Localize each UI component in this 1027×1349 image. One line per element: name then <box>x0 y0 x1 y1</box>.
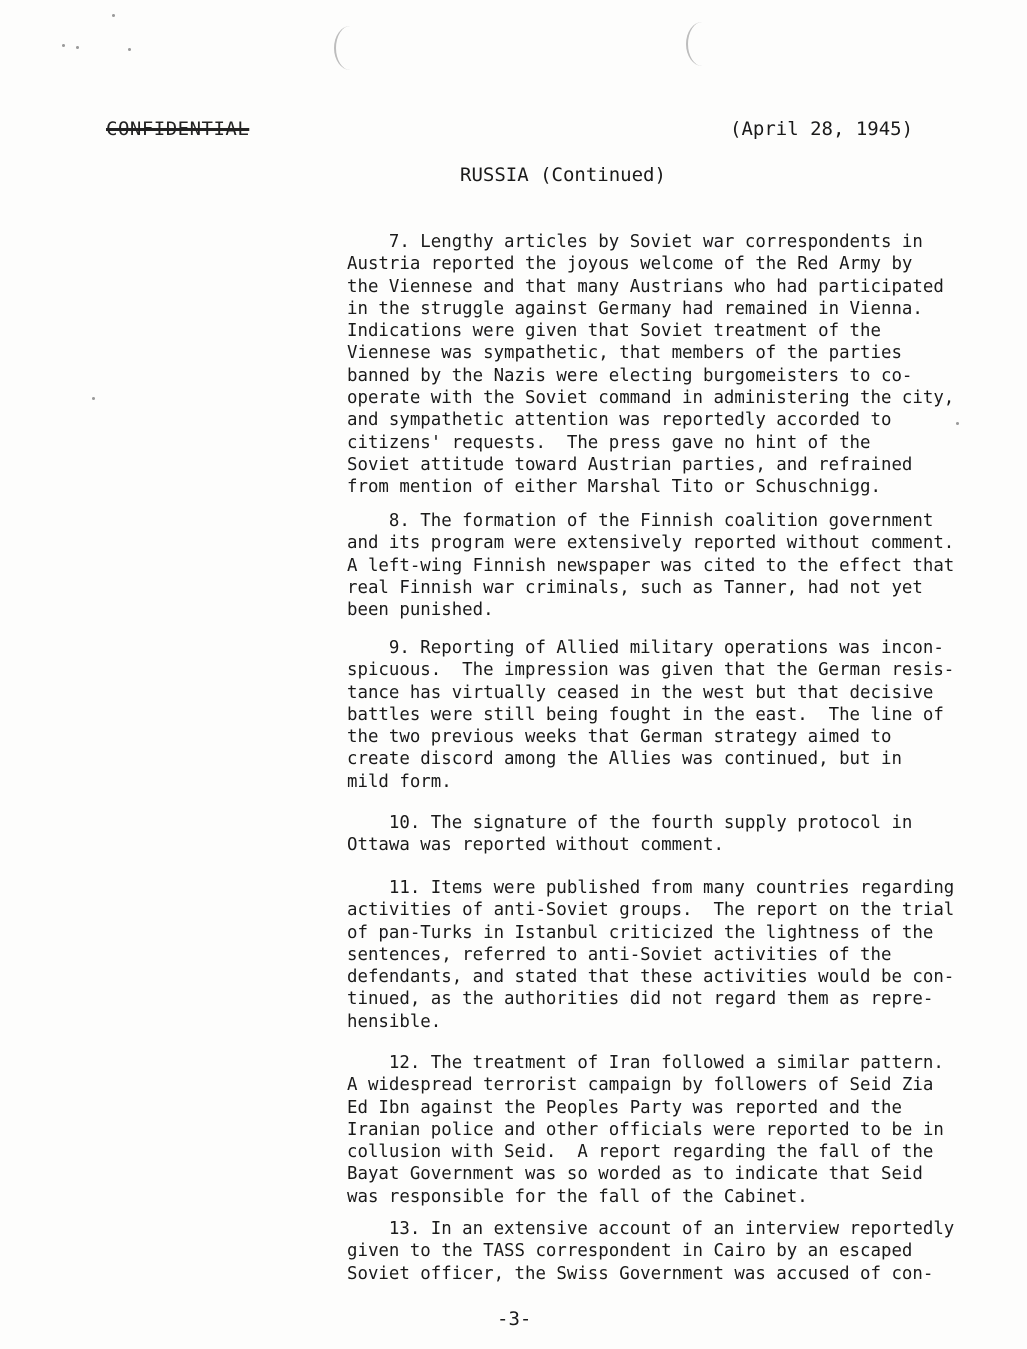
paragraph-8: 8. The formation of the Finnish coalition government and its program were extensively reported without comment. A left-wing Finnish newspaper was cited to the effect that real Finnish war criminals, such as Tanner, had not yet been punished. <box>347 511 955 621</box>
punch-hole-mark <box>686 22 718 66</box>
section-title: RUSSIA (Continued) <box>460 164 666 186</box>
paper-speck <box>112 14 115 17</box>
paper-speck <box>62 44 65 47</box>
punch-hole-mark <box>334 26 366 70</box>
paragraph-11: 11. Items were published from many countries regarding activities of anti-Soviet groups. The report on the trial of pan-Turks in Istanbul criticized the lightness of the sentences, referred to anti-Soviet activities of the defendants, and stated that these activities would be con- tinued, as the authorities did not regard them as repre- hensible. <box>347 878 955 1032</box>
paragraph-13: 13. In an extensive account of an interview reportedly given to the TASS correspondent in Cairo by an escaped Soviet officer, the Swiss Government was accused of con- <box>347 1219 955 1284</box>
paper-speck <box>92 397 95 400</box>
document-date: (April 28, 1945) <box>730 118 914 140</box>
paragraph-7: 7. Lengthy articles by Soviet war correspondents in Austria reported the joyous welcome of the Red Army by the Viennese and that many Austrians who had participated in the struggle against Germany had remained in Vienna. Indications were given that Soviet treatment of the Viennese was sympathetic, that members of the parties banned by the Nazis were electing burgomeisters to co- operate with the Soviet command in administering the city, and sympathetic attention was reportedly accorded to citizens' requests. The press gave no hint of the Soviet attitude toward Austrian parties, and refrained from mention of either Marshal Tito or Schuschnigg. <box>347 232 955 498</box>
page-number: -3- <box>497 1308 532 1330</box>
paragraph-10: 10. The signature of the fourth supply protocol in Ottawa was reported without comment. <box>347 813 913 856</box>
paragraph-12: 12. The treatment of Iran followed a similar pattern. A widespread terrorist campaign by followers of Seid Zia Ed Ibn against the Peoples Party was reported and the Iranian police and other officials were reported to be in collusion with Seid. A report regarding the fall of the Bayat Government was so worded as to indicate that Seid was responsible for the fall of the Cabinet. <box>347 1053 944 1207</box>
classification-marking: CONFIDENTIAL <box>106 118 250 140</box>
paper-speck <box>128 48 131 51</box>
paragraph-9: 9. Reporting of Allied military operations was incon- spicuous. The impression was given that the German resis- tance has virtually ceased in the west but that decisive battles were still being fought in the east. The line of the two previous weeks that German strategy aimed to create discord among the Allies was continued, but in mild form. <box>347 638 955 792</box>
paper-speck <box>76 46 79 49</box>
